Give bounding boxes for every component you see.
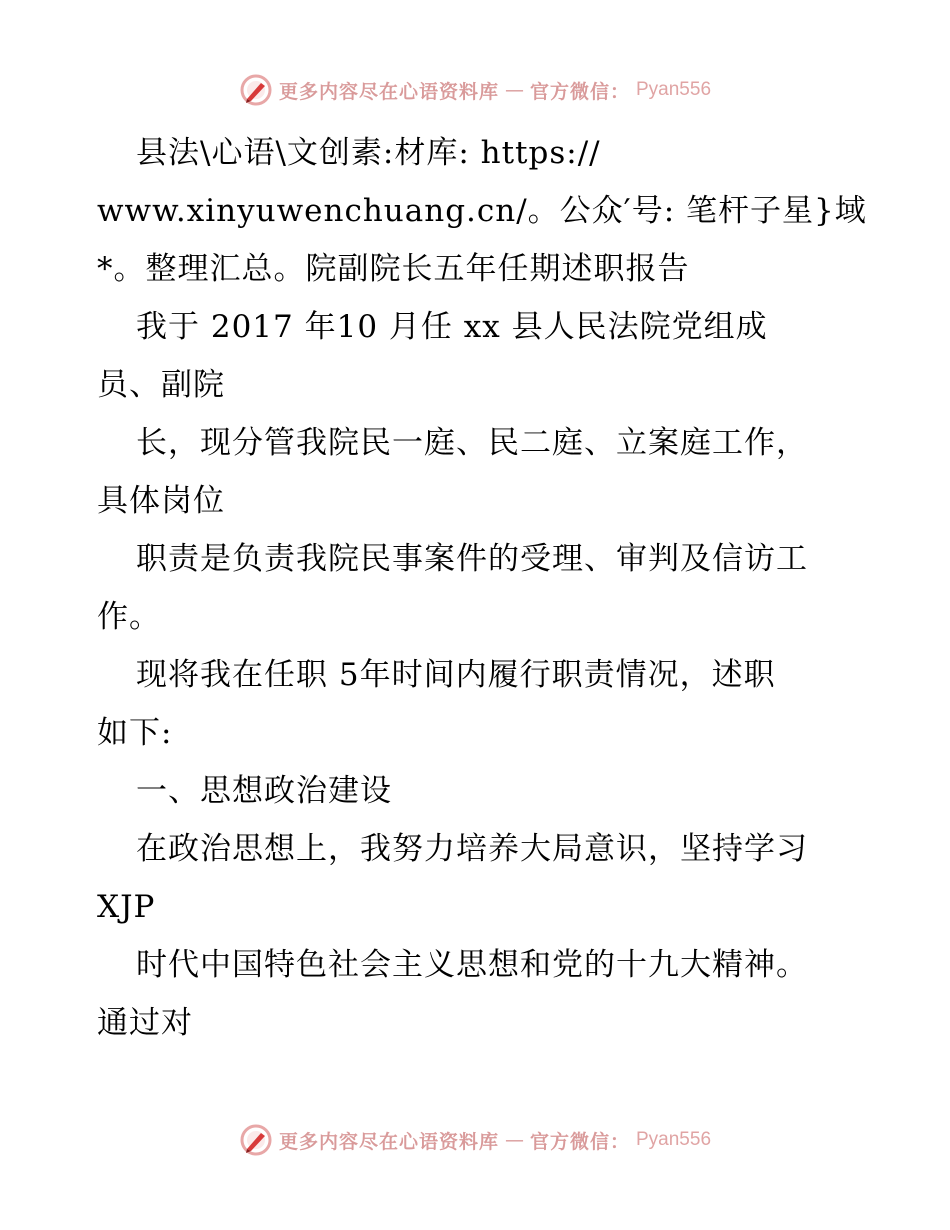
pen-logo-icon: [239, 73, 273, 107]
contact-label: 官方微信：: [529, 80, 630, 103]
text-line: 时代中国特色社会主义思想和党的十九大精神。: [136, 947, 808, 983]
text-line: XJP: [97, 889, 156, 925]
promo-text: 更多内容尽在心语资料库: [278, 80, 499, 103]
section-heading: 一、思想政治建设: [136, 773, 392, 809]
text-line: 在政治思想上，我努力培养大局意识，坚持学习: [136, 831, 808, 867]
text-line: 县法\心语\文创素:材库: https://: [136, 135, 601, 171]
text-line: 通过对: [97, 1005, 193, 1041]
text-line: 具体岗位: [97, 483, 225, 519]
promo-separator: —: [504, 79, 524, 101]
text-line: 现将我在任职 5年时间内履行职责情况，述职: [136, 657, 776, 693]
contact-label: 官方微信：: [529, 1130, 630, 1153]
contact-id: Pyan556: [636, 1129, 712, 1150]
text-line: www.xinyuwenchuang.cn/。公众′号: 笔杆子星}域: [97, 193, 867, 229]
text-line: 如下:: [97, 715, 173, 751]
footer-banner: [0, 1120, 950, 1160]
text-line: 作。: [97, 599, 161, 635]
text-line: 我于 2017 年10 月任 xx 县人民法院党组成: [136, 309, 768, 345]
text-line: *。整理汇总。院副院长五年任期述职报告: [97, 251, 690, 287]
pen-logo-icon: [239, 1123, 273, 1157]
contact-id: Pyan556: [636, 79, 712, 100]
promo-text: 更多内容尽在心语资料库: [278, 1130, 499, 1153]
document-body: [97, 124, 867, 1052]
text-line: 员、副院: [97, 367, 225, 403]
text-line: 长，现分管我院民一庭、民二庭、立案庭工作，: [136, 425, 808, 461]
promo-separator: —: [504, 1129, 524, 1151]
text-line: 职责是负责我院民事案件的受理、审判及信访工: [136, 541, 808, 577]
header-banner: [0, 70, 950, 110]
